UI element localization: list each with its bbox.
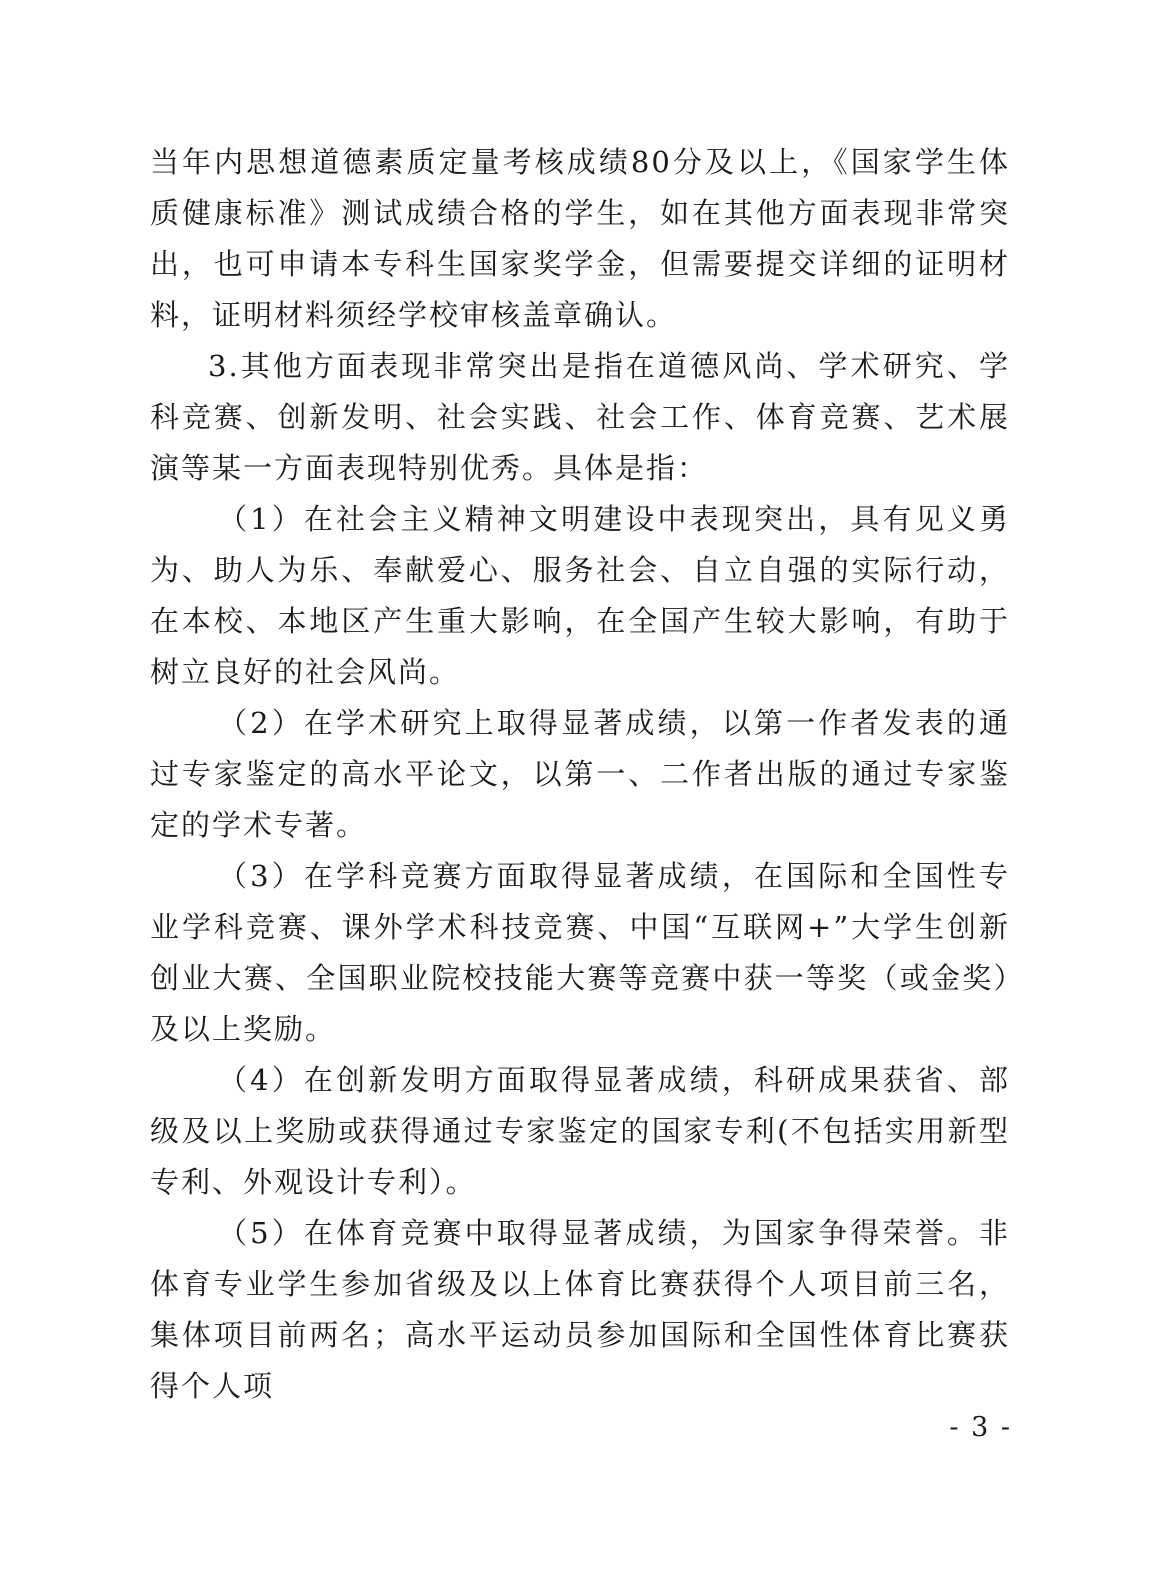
paragraph-item-3: 3.其他方面表现非常突出是指在道德风尚、学术研究、学科竞赛、创新发明、社会实践、社会工作、体育竞赛、艺术展演等某一方面表现特别优秀。具体是指：	[150, 349, 1010, 485]
paragraph-subitem-2: （2）在学术研究上取得显著成绩，以第一作者发表的通过专家鉴定的高水平论文，以第一、二作者出版的通过专家鉴定的学术专著。	[150, 706, 1010, 842]
paragraph-subitem-4: （4）在创新发明方面取得显著成绩，科研成果获省、部级及以上奖励或获得通过专家鉴定的国家专利(不包括实用新型专利、外观设计专利）。	[150, 1063, 1010, 1199]
paragraph-subitem-1: （1）在社会主义精神文明建设中表现突出，具有见义勇为、助人为乐、奉献爱心、服务社会、自立自强的实际行动，在本校、本地区产生重大影响，在全国产生较大影响，有助于树立良好的社会风尚。	[150, 502, 1010, 689]
page-number: - 3 -	[949, 1412, 1012, 1443]
paragraph-continuation: 当年内思想道德素质定量考核成绩80分及以上，《国家学生体质健康标准》测试成绩合格的学生，如在其他方面表现非常突出，也可申请本专科生国家奖学金，但需要提交详细的证明材料，证明材料须经学校审核盖章确认。	[150, 145, 1010, 332]
document-body	[150, 137, 1010, 1412]
paragraph-subitem-3: （3）在学科竞赛方面取得显著成绩，在国际和全国性专业学科竞赛、课外学术科技竞赛、中国“互联网+”大学生创新创业大赛、全国职业院校技能大赛等竞赛中获一等奖（或金奖）及以上奖励。	[150, 859, 1010, 1046]
paragraph-subitem-5: （5）在体育竞赛中取得显著成绩，为国家争得荣誉。非体育专业学生参加省级及以上体育比赛获得个人项目前三名，集体项目前两名；高水平运动员参加国际和全国性体育比赛获得个人项	[150, 1216, 1010, 1403]
